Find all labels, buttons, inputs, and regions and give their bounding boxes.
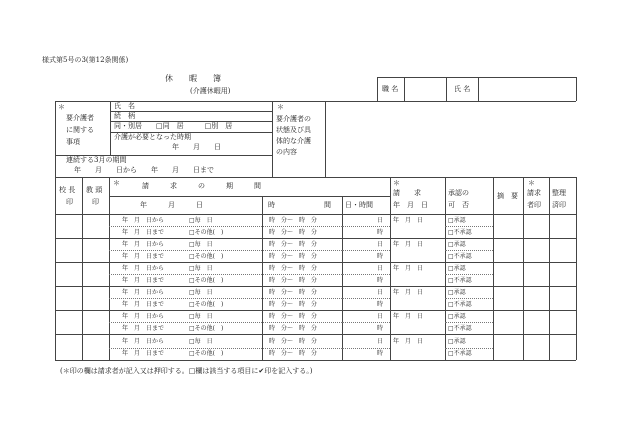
head-seal-header-2: 印	[92, 198, 99, 206]
row-from[interactable]: 年 月 日から	[122, 313, 165, 320]
row-disapprove[interactable]: □不承認	[448, 229, 472, 236]
document-title: 休 暇 簿	[165, 74, 221, 83]
row-time-2[interactable]: 時 分～ 時 分	[269, 229, 318, 236]
row-request-date[interactable]: 年 月 日	[393, 313, 424, 320]
row-other[interactable]: □その他( )	[189, 253, 224, 260]
row-hour: 時	[377, 229, 384, 236]
head-seal-header: 教 頭	[86, 186, 103, 194]
period-label: 連続する3月の期間	[66, 156, 127, 164]
row-request-date[interactable]: 年 月 日	[393, 217, 424, 224]
request-header: 請 求	[393, 189, 421, 197]
row-every-day[interactable]: □毎 日	[189, 265, 213, 272]
row-request-date[interactable]: 年 月 日	[393, 289, 424, 296]
approval-header: 承認の	[448, 189, 469, 197]
chief-seal-header-2: 印	[66, 198, 73, 206]
state-star: ＊	[277, 103, 284, 111]
row-from[interactable]: 年 月 日から	[122, 338, 165, 345]
needed-since-date[interactable]: 年 月 日	[172, 143, 221, 151]
row-time-2[interactable]: 時 分～ 時 分	[269, 253, 318, 260]
caregiver-name-label: 氏 名	[114, 102, 135, 110]
chief-seal-header: 校 長	[59, 186, 76, 194]
date-header: 年 月 日	[140, 201, 203, 209]
row-other[interactable]: □その他( )	[189, 229, 224, 236]
row-other[interactable]: □その他( )	[189, 350, 224, 357]
row-day: 日	[377, 241, 384, 248]
row-approve[interactable]: □承認	[448, 217, 466, 224]
row-every-day[interactable]: □毎 日	[189, 338, 213, 345]
requester-star: ＊	[528, 179, 535, 187]
row-time-1[interactable]: 時 分～ 時 分	[269, 265, 318, 272]
row-day: 日	[377, 265, 384, 272]
period-value[interactable]: 年 月 日から 年 月 日まで	[74, 166, 214, 174]
name-field[interactable]	[479, 78, 575, 100]
row-to[interactable]: 年 月 日まで	[122, 350, 165, 357]
row-time-2[interactable]: 時 分～ 時 分	[269, 277, 318, 284]
caregiver-label-3: 事項	[66, 138, 80, 146]
row-approve[interactable]: □承認	[448, 265, 466, 272]
row-time-1[interactable]: 時 分～ 時 分	[269, 313, 318, 320]
needed-since-label: 介護が必要となった時期	[114, 133, 191, 141]
row-day: 日	[377, 338, 384, 345]
row-from[interactable]: 年 月 日から	[122, 289, 165, 296]
day-time-header: 日・時間	[345, 201, 373, 209]
row-disapprove[interactable]: □不承認	[448, 350, 472, 357]
requester-seal-header: 請求	[527, 189, 541, 197]
processed-seal-header-2: 済印	[552, 201, 566, 209]
summary-header: 摘 要	[497, 192, 518, 200]
row-time-1[interactable]: 時 分～ 時 分	[269, 241, 318, 248]
row-time-1[interactable]: 時 分～ 時 分	[269, 289, 318, 296]
row-hour: 時	[377, 253, 384, 260]
row-to[interactable]: 年 月 日まで	[122, 301, 165, 308]
relation-label: 続 柄	[114, 112, 135, 120]
row-hour: 時	[377, 350, 384, 357]
row-disapprove[interactable]: □不承認	[448, 253, 472, 260]
row-time-2[interactable]: 時 分～ 時 分	[269, 301, 318, 308]
period-header-star: ＊	[113, 179, 120, 187]
row-hour: 時	[377, 301, 384, 308]
row-day: 日	[377, 313, 384, 320]
row-every-day[interactable]: □毎 日	[189, 289, 213, 296]
row-to[interactable]: 年 月 日まで	[122, 253, 165, 260]
caregiver-label-2: に関する	[66, 126, 94, 134]
row-from[interactable]: 年 月 日から	[122, 265, 165, 272]
row-from[interactable]: 年 月 日から	[122, 217, 165, 224]
post-field[interactable]	[405, 78, 445, 100]
row-every-day[interactable]: □毎 日	[189, 241, 213, 248]
row-day: 日	[377, 289, 384, 296]
row-to[interactable]: 年 月 日まで	[122, 277, 165, 284]
processed-seal-header: 整理	[552, 189, 566, 197]
caregiver-star: ＊	[58, 103, 65, 111]
row-every-day[interactable]: □毎 日	[189, 217, 213, 224]
request-date-header: 年 月 日	[393, 201, 428, 209]
name-label: 氏 名	[454, 85, 471, 93]
state-label-3: 体的な介護	[276, 137, 311, 145]
state-label-2: 状態及び具	[276, 126, 311, 134]
row-time-1[interactable]: 時 分～ 時 分	[269, 217, 318, 224]
row-approve[interactable]: □承認	[448, 289, 466, 296]
row-to[interactable]: 年 月 日まで	[122, 325, 165, 332]
state-label-4: の内容	[276, 148, 297, 156]
row-other[interactable]: □その他( )	[189, 325, 224, 332]
period-header: 請 求 の 期 間	[142, 182, 261, 190]
row-request-date[interactable]: 年 月 日	[393, 241, 424, 248]
row-to[interactable]: 年 月 日まで	[122, 229, 165, 236]
residence-options[interactable]: 同・別居 □同 居 □別 居	[114, 122, 233, 130]
footnote: (＊印の欄は請求者が記入又は押印する。□欄は該当する項目に✔印を記入する。)	[60, 367, 313, 375]
requester-seal-header-2: 者印	[527, 201, 541, 209]
row-approve[interactable]: □承認	[448, 313, 466, 320]
row-other[interactable]: □その他( )	[189, 277, 224, 284]
row-every-day[interactable]: □毎 日	[189, 313, 213, 320]
form-reference: 様式第5号の3(第12条関係)	[42, 56, 129, 64]
row-approve[interactable]: □承認	[448, 241, 466, 248]
request-star: ＊	[393, 179, 400, 187]
state-label-1: 要介護者の	[276, 115, 311, 123]
row-from[interactable]: 年 月 日から	[122, 241, 165, 248]
time-header: 時 間	[268, 201, 331, 209]
row-hour: 時	[377, 277, 384, 284]
row-request-date[interactable]: 年 月 日	[393, 265, 424, 272]
row-approve[interactable]: □承認	[448, 338, 466, 345]
post-label: 職 名	[382, 85, 399, 93]
row-other[interactable]: □その他( )	[189, 301, 224, 308]
row-disapprove[interactable]: □不承認	[448, 325, 472, 332]
row-time-2[interactable]: 時 分～ 時 分	[269, 325, 318, 332]
row-disapprove[interactable]: □不承認	[448, 277, 472, 284]
caregiver-label-1: 要介護者	[66, 114, 94, 122]
document-subtitle: (介護休暇用)	[190, 87, 231, 95]
row-time-2[interactable]: 時 分～ 時 分	[269, 350, 318, 357]
row-hour: 時	[377, 325, 384, 332]
row-request-date[interactable]: 年 月 日	[393, 338, 424, 345]
approval-header-2: 可 否	[448, 201, 469, 209]
row-time-1[interactable]: 時 分～ 時 分	[269, 338, 318, 345]
row-disapprove[interactable]: □不承認	[448, 301, 472, 308]
row-day: 日	[377, 217, 384, 224]
